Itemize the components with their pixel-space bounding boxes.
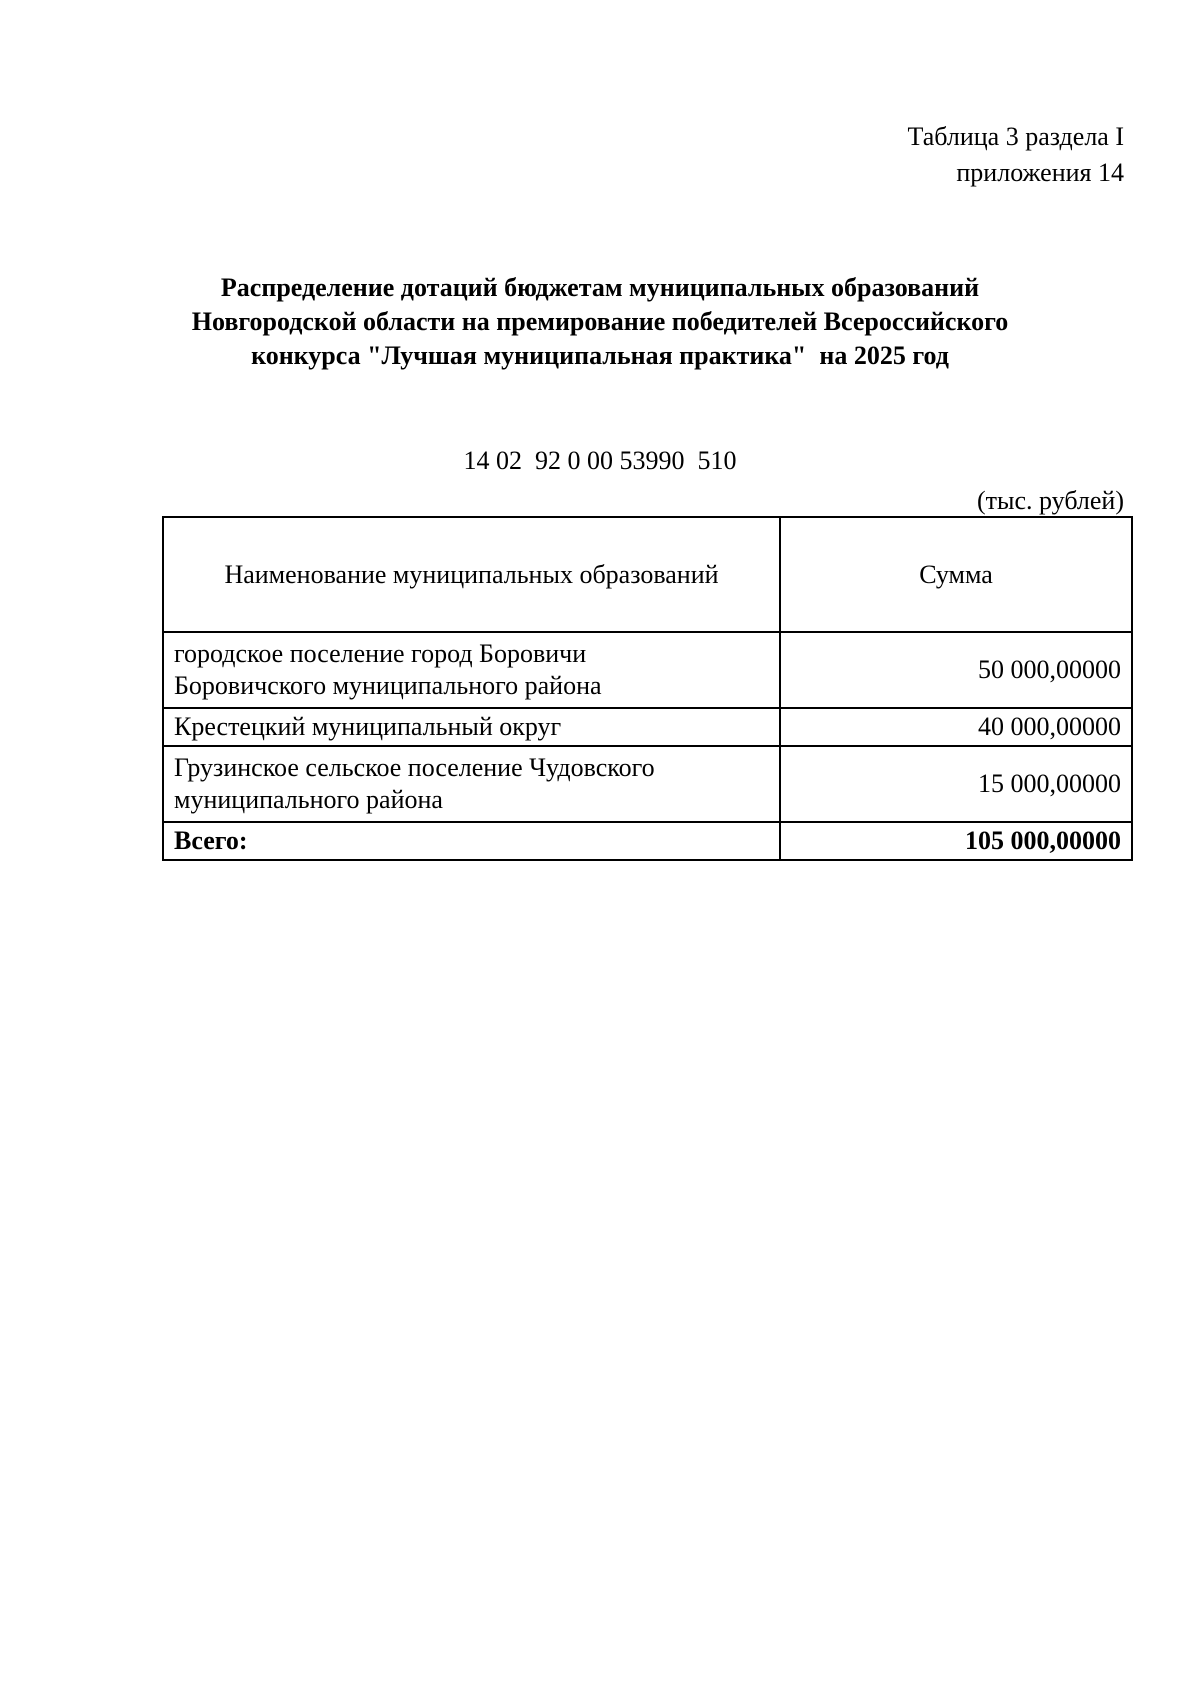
municipality-name bbox=[163, 746, 780, 822]
table-reference-line-2: приложения 14 bbox=[956, 158, 1124, 187]
distribution-table bbox=[162, 516, 1133, 861]
municipality-name-line-1: Грузинское сельское поселение Чудовского bbox=[174, 753, 655, 782]
municipality-sum: 50 000,00000 bbox=[780, 632, 1132, 708]
table-row bbox=[163, 746, 1132, 822]
municipality-name-line-1: городское поселение город Боровичи bbox=[174, 639, 587, 668]
municipality-name bbox=[163, 708, 780, 746]
title-line-2: Новгородской области на премирование победителей Всероссийского bbox=[191, 307, 1009, 336]
municipality-name-line-1: Крестецкий муниципальный округ bbox=[174, 712, 562, 741]
total-label: Всего: bbox=[163, 822, 780, 860]
document-title bbox=[100, 271, 1100, 373]
units-label: (тыс. рублей) bbox=[976, 486, 1124, 515]
table-row bbox=[163, 708, 1132, 746]
total-sum: 105 000,00000 bbox=[780, 822, 1132, 860]
title-line-3: конкурса "Лучшая муниципальная практика" на 2025 год bbox=[251, 341, 949, 370]
table-row bbox=[163, 632, 1132, 708]
municipality-sum: 40 000,00000 bbox=[780, 708, 1132, 746]
title-line-1: Распределение дотаций бюджетам муниципальных образований bbox=[220, 273, 980, 302]
column-header-name: Наименование муниципальных образований bbox=[163, 517, 780, 632]
column-header-sum: Сумма bbox=[780, 517, 1132, 632]
municipality-name-line-2: Боровичского муниципального района bbox=[174, 671, 602, 700]
municipality-name-line-2: муниципального района bbox=[174, 785, 443, 814]
municipality-sum: 15 000,00000 bbox=[780, 746, 1132, 822]
total-row bbox=[163, 822, 1132, 860]
budget-classification-code: 14 02 92 0 00 53990 510 bbox=[463, 446, 737, 475]
table-header-row bbox=[163, 517, 1132, 632]
municipality-name bbox=[163, 632, 780, 708]
table-reference-line-1: Таблица 3 раздела I bbox=[907, 122, 1124, 151]
